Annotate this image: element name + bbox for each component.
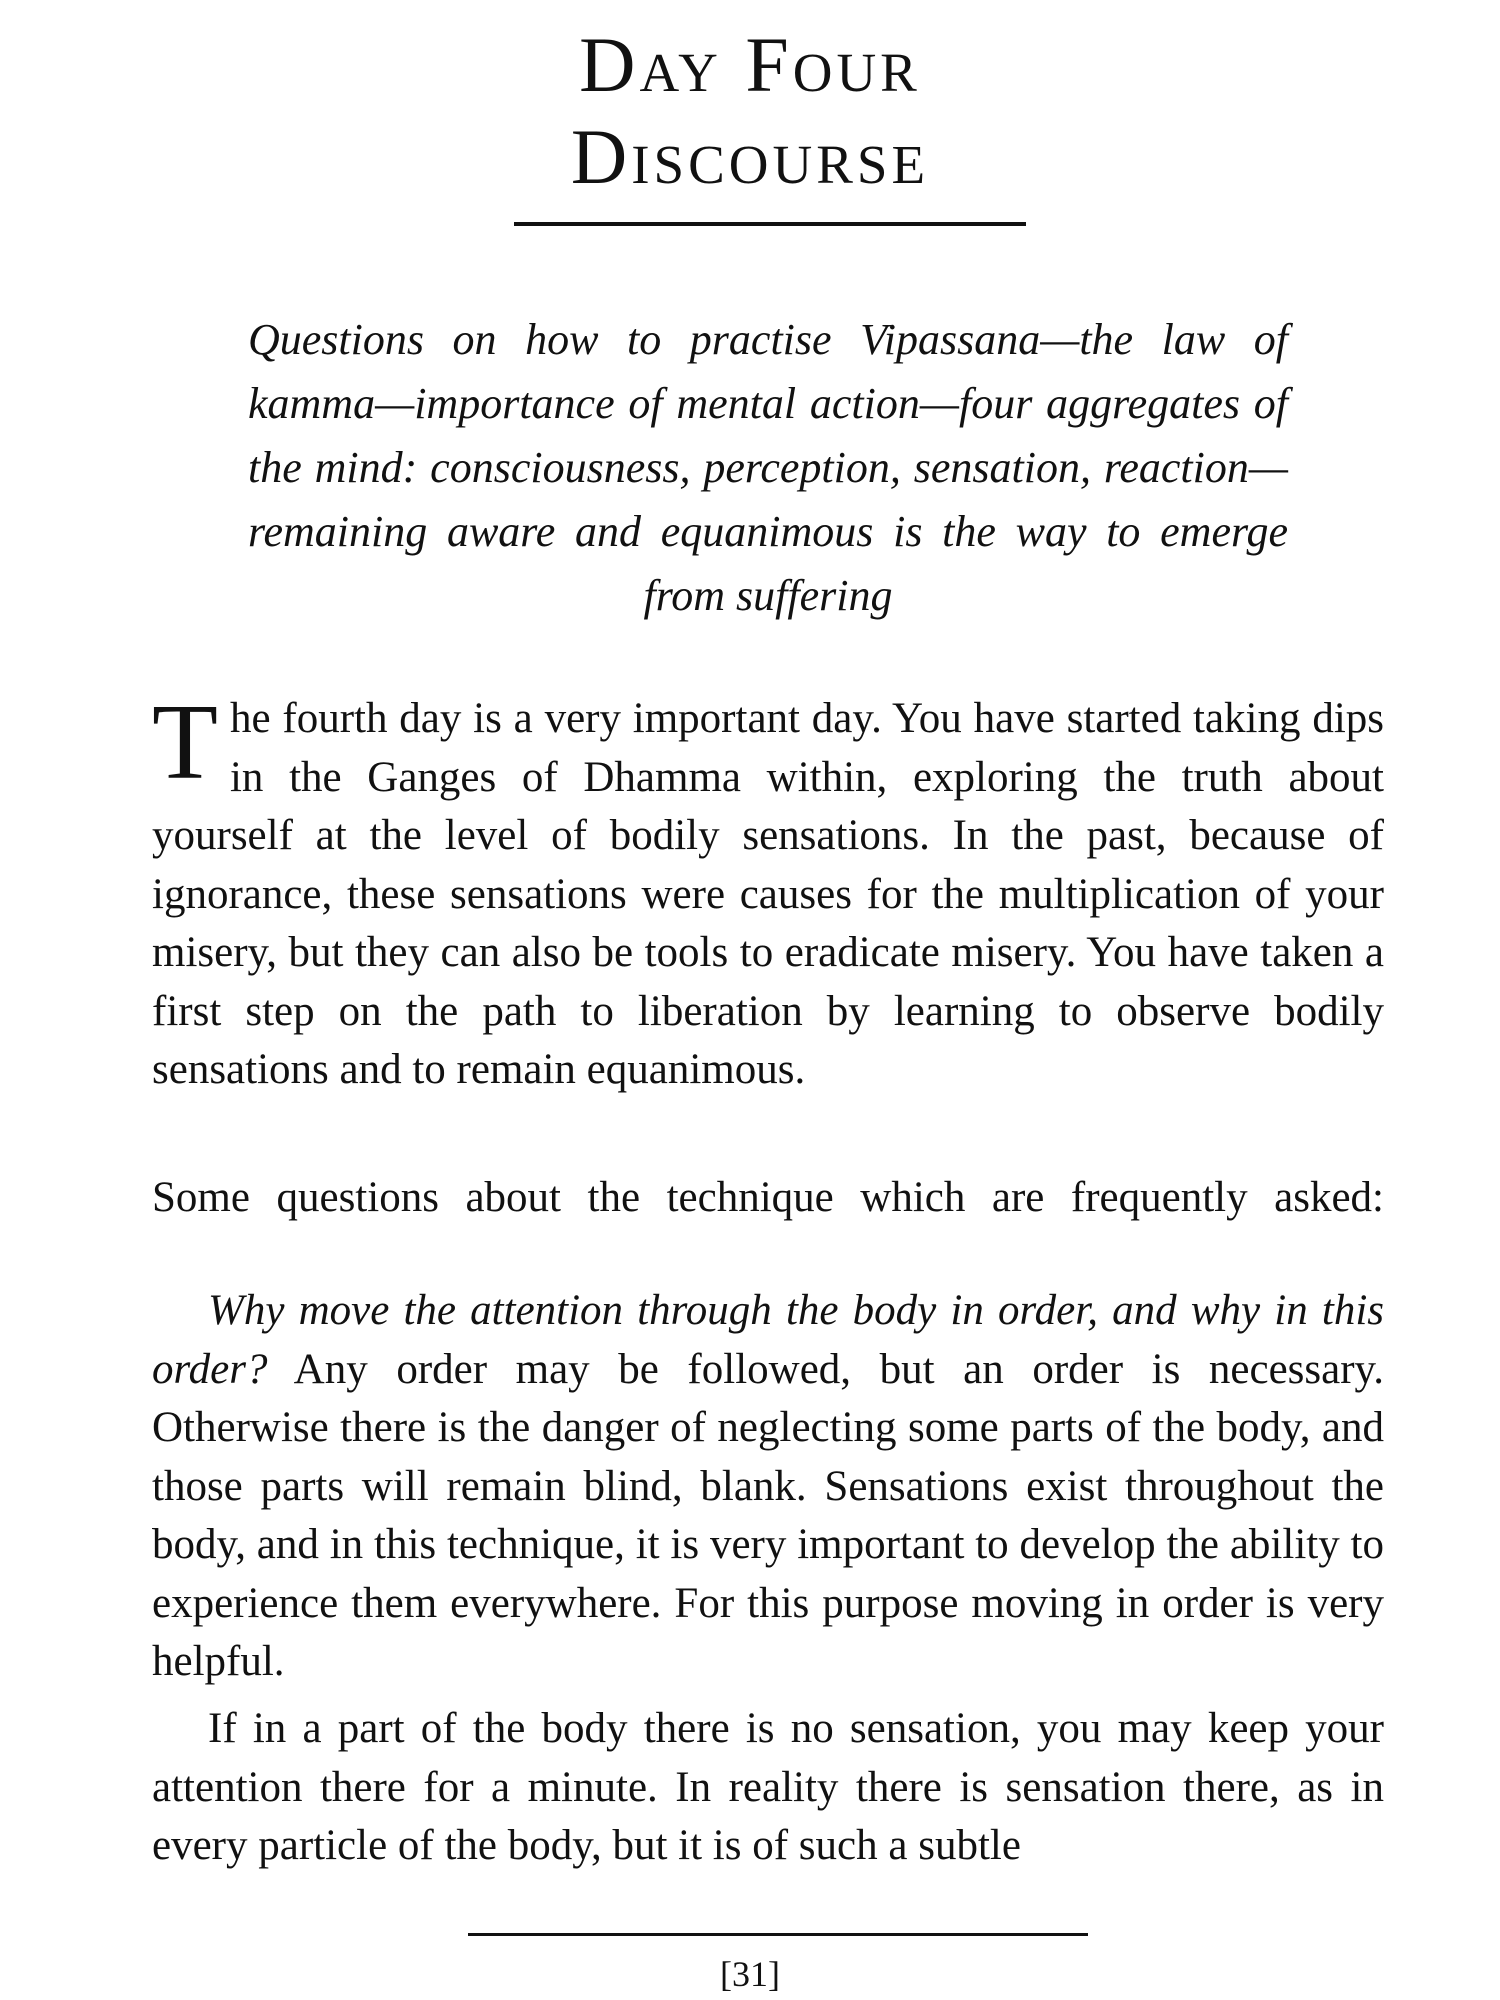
page-number: [31]	[720, 1954, 780, 1994]
question-text: Why move the attention through the body in order, and why in this order?	[152, 1287, 1384, 1393]
footer-rule	[468, 1933, 1088, 1936]
chapter-title-line-1: Day Four	[579, 21, 921, 108]
chapter-title-line-2: Discourse	[570, 113, 930, 200]
paragraph-1	[152, 683, 1384, 1100]
answer-text: Any order may be followed, but an order is necessary. Otherwise there is the danger of neglecting some parts of the body, and those parts will remain blind, blank. Sensations exist throughout the body, and in this technique, it is very important to develop the ability to experience them everywhere. For this purpose moving in order is very helpful.	[152, 1345, 1384, 1685]
paragraph-3	[152, 1282, 1384, 1692]
paragraph-4: If in a part of the body there is no sensation, you may keep your attention there for a minute. In reality there is sensation there, as in every particle of the body, but it is of such a subtle	[152, 1705, 1384, 1869]
paragraph-2: Some questions about the technique which are frequently asked:	[152, 1174, 1384, 1221]
drop-cap: T	[152, 683, 218, 802]
chapter-synopsis: Questions on how to practise Vipassana—the law of kamma—importance of mental action—four aggregates of the mind: consciousness, perception, sensation, reaction—remaining aware and equanimous is the way to emerge from suffering	[248, 315, 1288, 620]
paragraph-1-text: he fourth day is a very important day. You have started taking dips in the Ganges of Dhamma within, exploring the truth about yourself at the level of bodily sensations. In the past, because of ignorance, these sensations were causes for the multiplication of your misery, but they can also be tools to eradicate misery. You have taken a first step on the path to liberation by learning to observe bodily sensations and to remain equanimous.	[152, 695, 1384, 1093]
title-underline-rule	[514, 222, 1026, 226]
